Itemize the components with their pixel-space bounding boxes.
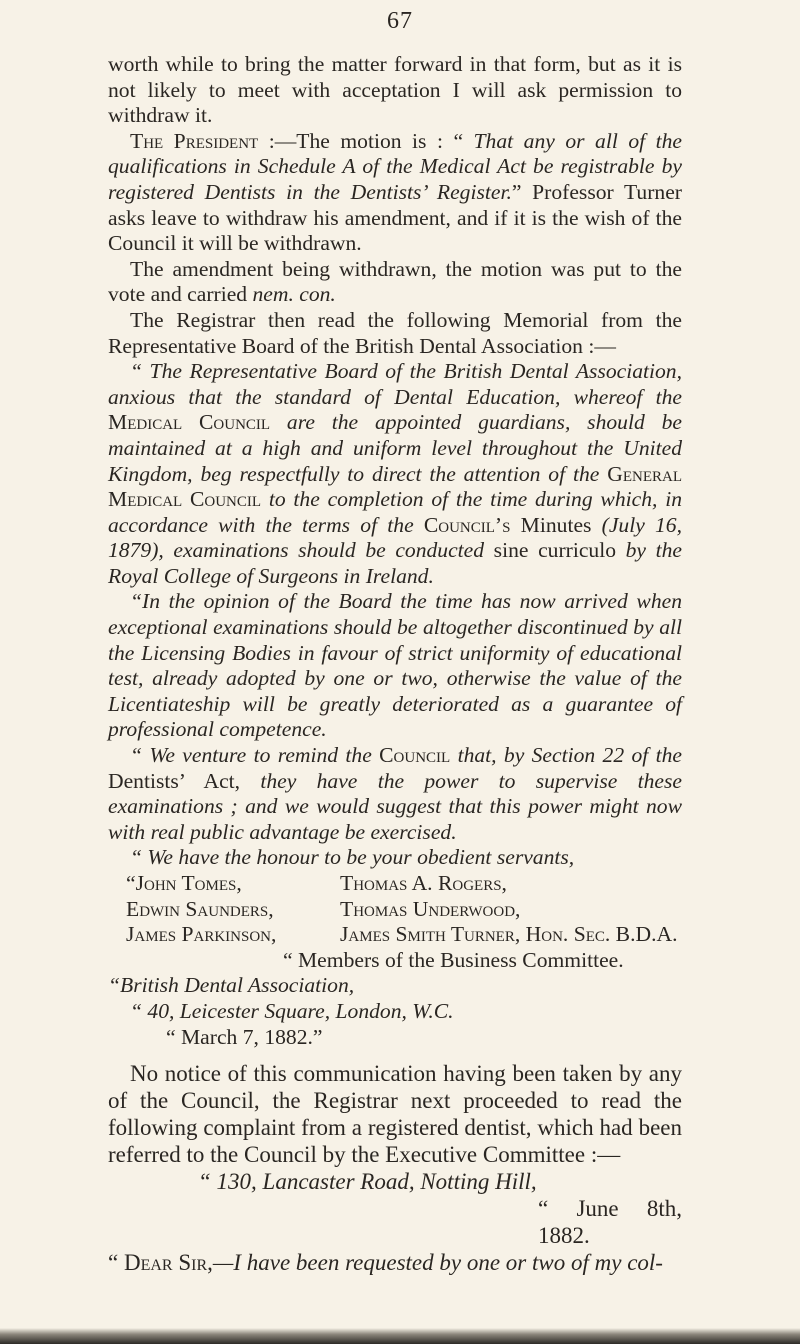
- salutation: “ Dear Sir,: [108, 1250, 213, 1276]
- page-bottom-edge: [0, 1328, 800, 1344]
- memorial-paragraph-2: “In the opinion of the Board the time has now arrived when exceptional examinations should be altogether discontinued by all the Licensing Bodies in favour of strict uniformity of educational test, already adopted by one or two, otherwise the value of the Licentiateship will be greatly deteriorated as a guarantee of professional competence.: [108, 589, 682, 742]
- page-number: 67: [387, 8, 413, 34]
- paragraph-registrar: The Registrar then read the following Memorial from the Representative Board of the British Dental Association :—: [108, 307, 682, 358]
- address-date: “ March 7, 1882.”: [166, 1024, 323, 1049]
- paragraph-president: The President :—The motion is : “ That any or all of the qualifications in Schedule A of the Medical Act be registrable by registered Dentists in the Dentists’ Register.” Professor Turner asks leave to withdraw his amendment, and if it is the wish of the Council it will be withdrawn.: [108, 128, 682, 256]
- address-street: “ 40, Leicester Square, London, W.C.: [130, 998, 454, 1023]
- letter-opening: “ Dear Sir,—I have been requested by one or two of my col-: [108, 1250, 663, 1276]
- paragraph-complaint: No notice of this communication having been taken by any of the Council, the Registrar next proceeded to read the following complaint from a registered dentist, which had been referred to the Council by the Executive Committee :—: [108, 1061, 682, 1168]
- speaker-label: The President: [130, 128, 259, 153]
- committee-line: “ Members of the Business Committee.: [283, 947, 624, 972]
- address-org: “British Dental Association,: [108, 973, 355, 998]
- memorial-closing: “ We have the honour to be your obedient servants,: [130, 845, 575, 870]
- signatory-row: “John Tomes, Thomas A. Rogers,: [126, 871, 507, 895]
- paragraph-withdraw: worth while to bring the matter forward in that form, but as it is not likely to meet with acceptation I will ask permission to withdraw it.: [108, 52, 682, 128]
- signatory-row: James Parkinson, James Smith Turner, Hon. Sec. B.D.A.: [126, 922, 678, 947]
- motion-text: That any or all of the qualifications in Schedule A of the Medical Act be registrable by registered Dentists in the Dentists’ Register.: [108, 128, 682, 204]
- letter-date: “ June 8th, 1882.: [538, 1196, 682, 1249]
- signatory-row: Edwin Saunders, Thomas Underwood,: [126, 896, 521, 921]
- memorial-paragraph-3: “ We venture to remind the Council that, by Section 22 of the Dentists’ Act, they have the power to supervise these examinations ; and we would suggest that this power might now with real public advantage be exercised.: [108, 743, 682, 844]
- page-text: [108, 52, 682, 1276]
- paragraph-amendment: The amendment being withdrawn, the motion was put to the vote and carried nem. con.: [108, 256, 682, 307]
- letter-address: “ 130, Lancaster Road, Notting Hill,: [198, 1169, 537, 1195]
- memorial-paragraph-1: “ The Representative Board of the British Dental Association, anxious that the standard of Dental Education, whereof the Medical Council are the appointed guardians, should be maintained at a high and uniform level throughout the United Kingdom, beg respectfully to direct the attention of the General Medical Council to the completion of the time during which, in accordance with the terms of the Council’s Minutes (July 16, 1879), examinations should be conducted sine curriculo by the Royal College of Surgeons in Ireland.: [108, 359, 683, 588]
